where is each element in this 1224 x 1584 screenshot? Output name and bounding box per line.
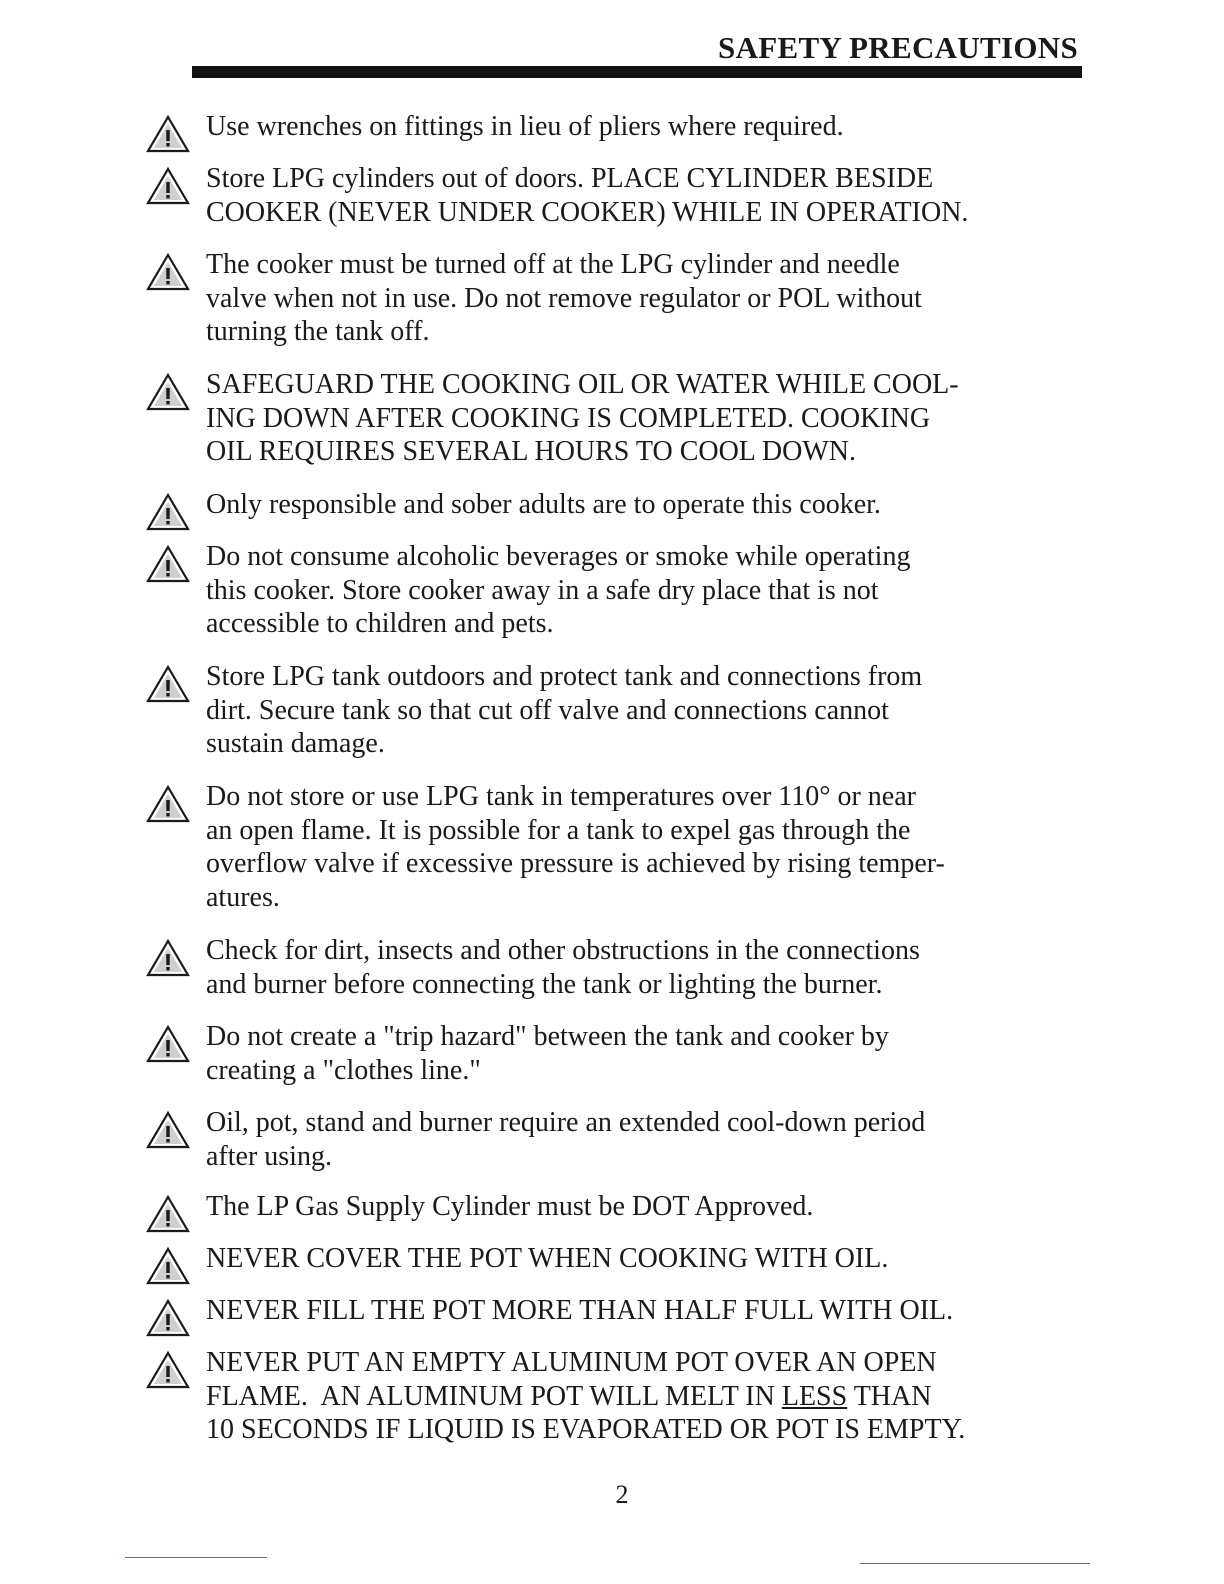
warning-triangle-icon <box>146 1246 190 1286</box>
warning-triangle-icon <box>146 252 190 292</box>
header-rule <box>192 66 1082 78</box>
warning-triangle-icon <box>146 1024 190 1064</box>
precaution-line: 10 SECONDS IF LIQUID IS EVAPORATED OR POT IS EMPTY. <box>206 1414 966 1446</box>
precaution-text: NEVER COVER THE POT WHEN COOKING WITH OIL. <box>206 1243 889 1274</box>
precaution-text <box>206 1346 1086 1447</box>
precaution-text: Check for dirt, insects and other obstructions in the connections and burner before connecting the tank or lighting the burner. <box>206 935 920 1000</box>
warning-triangle-icon <box>146 166 190 206</box>
warning-triangle-icon <box>146 1298 190 1338</box>
precaution-text: Only responsible and sober adults are to operate this cooker. <box>206 489 881 520</box>
warning-triangle-icon <box>146 544 190 584</box>
warning-triangle-icon <box>146 664 190 704</box>
precaution-line <box>206 1380 1086 1414</box>
text-fragment: FLAME. AN ALUMINUM POT WILL MELT IN <box>206 1380 782 1412</box>
precaution-text: Use wrenches on fittings in lieu of pliers where required. <box>206 111 844 142</box>
footer-mark <box>860 1563 1090 1564</box>
page-title: SAFETY PRECAUTIONS <box>718 30 1078 65</box>
precaution-line: NEVER PUT AN EMPTY ALUMINUM POT OVER AN OPEN <box>206 1347 937 1378</box>
page-number: 2 <box>615 1480 629 1509</box>
warning-triangle-icon <box>146 1110 190 1150</box>
warning-triangle-icon <box>146 1194 190 1234</box>
warning-triangle-icon <box>146 784 190 824</box>
precaution-text: Store LPG cylinders out of doors. PLACE CYLINDER BESIDE COOKER (NEVER UNDER COOKER) WHILE IN OPERATION. <box>206 163 969 228</box>
underlined-word: LESS <box>781 1380 848 1412</box>
precaution-text: Do not store or use LPG tank in temperatures over 110° or near an open flame. It is possible for a tank to expel gas through the overflow valve if excessive pressure is achieved by rising temper- atures. <box>206 781 945 913</box>
precaution-text: NEVER FILL THE POT MORE THAN HALF FULL WITH OIL. <box>206 1295 954 1326</box>
warning-triangle-icon <box>146 492 190 532</box>
precaution-text: The cooker must be turned off at the LPG cylinder and needle valve when not in use. Do not remove regulator or POL without turning the tank off. <box>206 249 922 348</box>
warning-triangle-icon <box>146 938 190 978</box>
warning-triangle-icon <box>146 1350 190 1390</box>
footer-mark <box>125 1557 267 1558</box>
warning-triangle-icon <box>146 114 190 154</box>
precaution-text: SAFEGUARD THE COOKING OIL OR WATER WHILE COOL- ING DOWN AFTER COOKING IS COMPLETED. COOKING OIL REQUIRES SEVERAL HOURS TO COOL DOWN. <box>206 369 959 468</box>
precaution-text: Store LPG tank outdoors and protect tank and connections from dirt. Secure tank so that cut off valve and connections cannot sustain damage. <box>206 661 923 760</box>
precaution-text: Oil, pot, stand and burner require an extended cool-down period after using. <box>206 1107 926 1172</box>
text-fragment: THAN <box>847 1380 932 1412</box>
precaution-text: Do not create a "trip hazard" between the tank and cooker by creating a "clothes line." <box>206 1021 889 1086</box>
precaution-text: Do not consume alcoholic beverages or smoke while operating this cooker. Store cooker away in a safe dry place that is not accessible to children and pets. <box>206 541 911 640</box>
warning-triangle-icon <box>146 372 190 412</box>
precaution-text: The LP Gas Supply Cylinder must be DOT Approved. <box>206 1191 814 1222</box>
